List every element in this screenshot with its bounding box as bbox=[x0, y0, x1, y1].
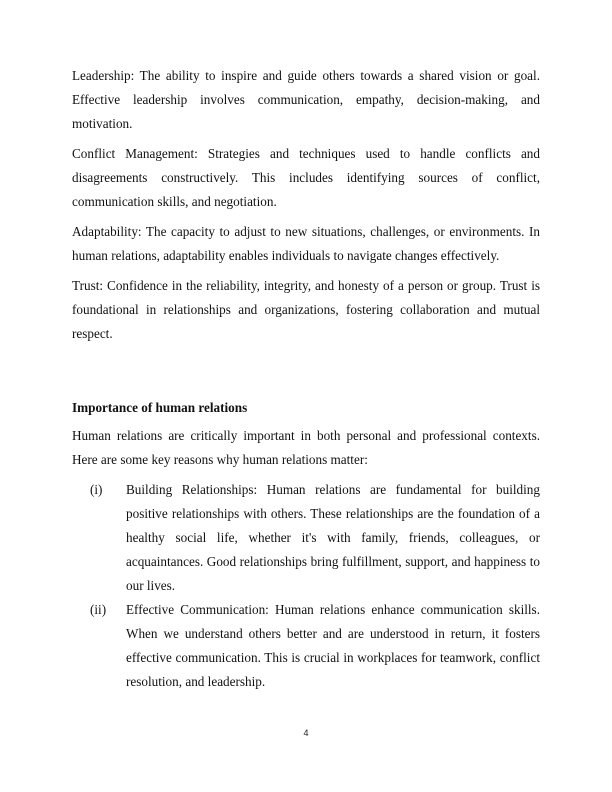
document-page bbox=[72, 64, 540, 694]
definition-leadership: Leadership: The ability to inspire and guide others towards a shared vision or goal. Effective leadership involves communication, empathy, decision-making, and motivation. bbox=[72, 68, 540, 131]
list-marker: (i) bbox=[90, 482, 103, 497]
list-item-text: Building Relationships: Human relations are fundamental for building positive relationships with others. These relationships are the foundation of a healthy social life, whether it's with family, friends, colleagues, or acquaintances. Good relationships bring fulfillment, support, and happiness to our lives. bbox=[126, 482, 540, 593]
list-marker: (ii) bbox=[90, 602, 107, 617]
section-heading: Importance of human relations bbox=[72, 400, 248, 415]
list-item-text: Effective Communication: Human relations enhance communication skills. When we understand others better and are understood in return, it fosters effective communication. This is crucial in workplaces for teamwork, conflict resolution, and leadership. bbox=[126, 602, 540, 689]
definition-conflict-management: Conflict Management: Strategies and techniques used to handle conflicts and disagreements constructively. This includes identifying sources of conflict, communication skills, and negotiation. bbox=[72, 146, 540, 209]
list-item bbox=[72, 598, 540, 694]
section-spacer bbox=[72, 352, 540, 396]
page-number: 4 bbox=[303, 728, 309, 738]
section-intro: Human relations are critically important in both personal and professional contexts. Here are some key reasons why human relations matter: bbox=[72, 428, 540, 467]
definition-trust: Trust: Confidence in the reliability, integrity, and honesty of a person or group. Trust is foundational in relationships and organizations, fostering collaboration and mutual respect. bbox=[72, 278, 540, 341]
definition-adaptability: Adaptability: The capacity to adjust to new situations, challenges, or environments. In human relations, adaptability enables individuals to navigate changes effectively. bbox=[72, 224, 540, 263]
reasons-list bbox=[72, 478, 540, 694]
list-item bbox=[72, 478, 540, 598]
